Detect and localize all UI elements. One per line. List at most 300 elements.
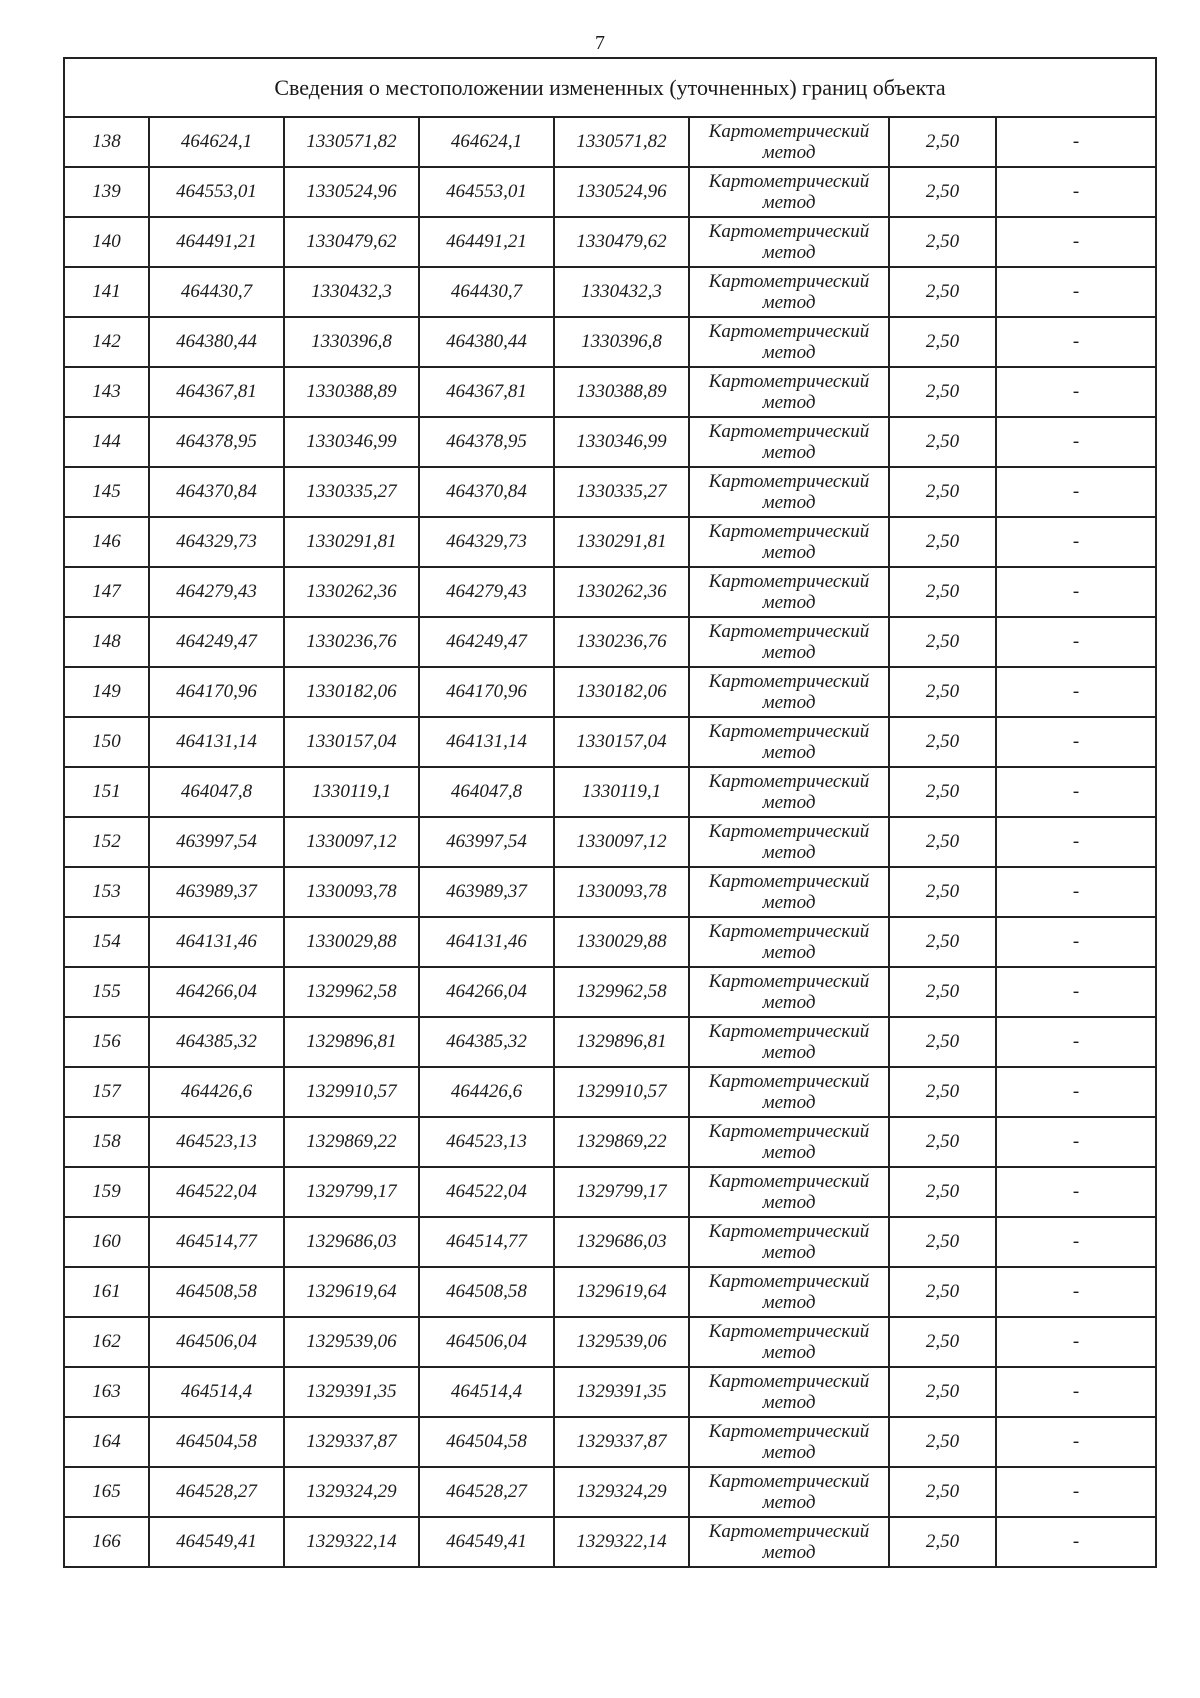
table-row xyxy=(64,1217,1156,1267)
x-refined-cell: 464378,95 xyxy=(419,417,554,467)
point-number-cell: 147 xyxy=(64,567,149,617)
x-refined-cell: 464523,13 xyxy=(419,1117,554,1167)
x-existing-cell: 464249,47 xyxy=(149,617,284,667)
note-cell: - xyxy=(996,1367,1156,1417)
table-row xyxy=(64,117,1156,167)
table-row xyxy=(64,867,1156,917)
note-cell: - xyxy=(996,1117,1156,1167)
table-row xyxy=(64,617,1156,667)
y-refined-cell: 1330388,89 xyxy=(554,367,689,417)
method-line-1: Картометрический xyxy=(708,1171,870,1192)
note-cell: - xyxy=(996,367,1156,417)
x-refined-cell: 464370,84 xyxy=(419,467,554,517)
table-row xyxy=(64,1517,1156,1567)
accuracy-cell: 2,50 xyxy=(889,517,996,567)
x-refined-cell: 464266,04 xyxy=(419,967,554,1017)
x-existing-cell: 464549,41 xyxy=(149,1517,284,1567)
table-row xyxy=(64,267,1156,317)
note-cell: - xyxy=(996,1417,1156,1467)
method-cell xyxy=(689,1517,889,1567)
x-existing-cell: 464426,6 xyxy=(149,1067,284,1117)
y-refined-cell: 1329619,64 xyxy=(554,1267,689,1317)
accuracy-cell: 2,50 xyxy=(889,867,996,917)
y-refined-cell: 1329539,06 xyxy=(554,1317,689,1367)
y-refined-cell: 1330093,78 xyxy=(554,867,689,917)
y-existing-cell: 1329539,06 xyxy=(284,1317,419,1367)
x-refined-cell: 464385,32 xyxy=(419,1017,554,1067)
method-cell xyxy=(689,767,889,817)
method-line-1: Картометрический xyxy=(708,1271,870,1292)
method-line-2: метод xyxy=(762,1242,816,1263)
x-existing-cell: 464279,43 xyxy=(149,567,284,617)
method-line-2: метод xyxy=(762,1092,816,1113)
y-existing-cell: 1330396,8 xyxy=(284,317,419,367)
table-caption: Сведения о местоположении измененных (уточненных) границ объекта xyxy=(64,58,1156,117)
accuracy-cell: 2,50 xyxy=(889,1067,996,1117)
x-existing-cell: 464522,04 xyxy=(149,1167,284,1217)
y-refined-cell: 1330236,76 xyxy=(554,617,689,667)
y-existing-cell: 1330335,27 xyxy=(284,467,419,517)
note-cell: - xyxy=(996,1017,1156,1067)
x-existing-cell: 464553,01 xyxy=(149,167,284,217)
method-line-2: метод xyxy=(762,592,816,613)
point-number-cell: 151 xyxy=(64,767,149,817)
accuracy-cell: 2,50 xyxy=(889,1317,996,1367)
note-cell: - xyxy=(996,317,1156,367)
method-line-2: метод xyxy=(762,442,816,463)
y-existing-cell: 1329962,58 xyxy=(284,967,419,1017)
accuracy-cell: 2,50 xyxy=(889,967,996,1017)
coordinates-table xyxy=(63,57,1157,1568)
x-refined-cell: 464430,7 xyxy=(419,267,554,317)
method-line-1: Картометрический xyxy=(708,821,870,842)
method-line-2: метод xyxy=(762,942,816,963)
method-line-2: метод xyxy=(762,292,816,313)
x-refined-cell: 464131,46 xyxy=(419,917,554,967)
y-refined-cell: 1329910,57 xyxy=(554,1067,689,1117)
table-row xyxy=(64,967,1156,1017)
method-cell xyxy=(689,1167,889,1217)
x-existing-cell: 464430,7 xyxy=(149,267,284,317)
x-existing-cell: 464367,81 xyxy=(149,367,284,417)
accuracy-cell: 2,50 xyxy=(889,1367,996,1417)
accuracy-cell: 2,50 xyxy=(889,1217,996,1267)
x-existing-cell: 464523,13 xyxy=(149,1117,284,1167)
x-existing-cell: 464266,04 xyxy=(149,967,284,1017)
x-existing-cell: 463997,54 xyxy=(149,817,284,867)
point-number-cell: 159 xyxy=(64,1167,149,1217)
table-row xyxy=(64,1317,1156,1367)
point-number-cell: 164 xyxy=(64,1417,149,1467)
method-cell xyxy=(689,817,889,867)
method-line-2: метод xyxy=(762,992,816,1013)
method-line-2: метод xyxy=(762,242,816,263)
y-existing-cell: 1329619,64 xyxy=(284,1267,419,1317)
method-cell xyxy=(689,1267,889,1317)
x-existing-cell: 464170,96 xyxy=(149,667,284,717)
table-row xyxy=(64,1067,1156,1117)
y-existing-cell: 1330346,99 xyxy=(284,417,419,467)
method-line-1: Картометрический xyxy=(708,321,870,342)
method-cell xyxy=(689,1017,889,1067)
accuracy-cell: 2,50 xyxy=(889,117,996,167)
method-cell xyxy=(689,1417,889,1467)
method-cell xyxy=(689,267,889,317)
x-existing-cell: 464514,4 xyxy=(149,1367,284,1417)
note-cell: - xyxy=(996,217,1156,267)
method-line-1: Картометрический xyxy=(708,1321,870,1342)
y-existing-cell: 1330236,76 xyxy=(284,617,419,667)
y-existing-cell: 1330388,89 xyxy=(284,367,419,417)
method-cell xyxy=(689,567,889,617)
note-cell: - xyxy=(996,717,1156,767)
x-existing-cell: 464131,14 xyxy=(149,717,284,767)
method-line-2: метод xyxy=(762,692,816,713)
accuracy-cell: 2,50 xyxy=(889,217,996,267)
x-refined-cell: 464131,14 xyxy=(419,717,554,767)
accuracy-cell: 2,50 xyxy=(889,467,996,517)
method-cell xyxy=(689,1067,889,1117)
point-number-cell: 160 xyxy=(64,1217,149,1267)
method-cell xyxy=(689,867,889,917)
method-line-2: метод xyxy=(762,642,816,663)
method-line-1: Картометрический xyxy=(708,621,870,642)
accuracy-cell: 2,50 xyxy=(889,317,996,367)
method-line-1: Картометрический xyxy=(708,771,870,792)
point-number-cell: 162 xyxy=(64,1317,149,1367)
x-existing-cell: 464506,04 xyxy=(149,1317,284,1367)
point-number-cell: 163 xyxy=(64,1367,149,1417)
method-line-2: метод xyxy=(762,892,816,913)
method-line-2: метод xyxy=(762,792,816,813)
point-number-cell: 155 xyxy=(64,967,149,1017)
accuracy-cell: 2,50 xyxy=(889,417,996,467)
x-existing-cell: 464370,84 xyxy=(149,467,284,517)
accuracy-cell: 2,50 xyxy=(889,1167,996,1217)
method-line-2: метод xyxy=(762,1492,816,1513)
table-row xyxy=(64,1267,1156,1317)
point-number-cell: 150 xyxy=(64,717,149,767)
method-cell xyxy=(689,1467,889,1517)
y-existing-cell: 1329337,87 xyxy=(284,1417,419,1467)
method-line-1: Картометрический xyxy=(708,1521,870,1542)
accuracy-cell: 2,50 xyxy=(889,717,996,767)
method-line-2: метод xyxy=(762,192,816,213)
note-cell: - xyxy=(996,1317,1156,1367)
accuracy-cell: 2,50 xyxy=(889,667,996,717)
y-existing-cell: 1330432,3 xyxy=(284,267,419,317)
method-cell xyxy=(689,1317,889,1367)
x-existing-cell: 464491,21 xyxy=(149,217,284,267)
method-line-1: Картометрический xyxy=(708,1421,870,1442)
method-line-1: Картометрический xyxy=(708,1121,870,1142)
accuracy-cell: 2,50 xyxy=(889,817,996,867)
method-cell xyxy=(689,517,889,567)
x-refined-cell: 463997,54 xyxy=(419,817,554,867)
y-refined-cell: 1330571,82 xyxy=(554,117,689,167)
table-row xyxy=(64,717,1156,767)
point-number-cell: 142 xyxy=(64,317,149,367)
point-number-cell: 143 xyxy=(64,367,149,417)
accuracy-cell: 2,50 xyxy=(889,167,996,217)
table-row xyxy=(64,667,1156,717)
x-existing-cell: 464504,58 xyxy=(149,1417,284,1467)
method-line-2: метод xyxy=(762,1542,816,1563)
note-cell: - xyxy=(996,1517,1156,1567)
y-existing-cell: 1330479,62 xyxy=(284,217,419,267)
method-line-2: метод xyxy=(762,1442,816,1463)
y-existing-cell: 1329391,35 xyxy=(284,1367,419,1417)
accuracy-cell: 2,50 xyxy=(889,1017,996,1067)
method-line-1: Картометрический xyxy=(708,571,870,592)
y-existing-cell: 1330291,81 xyxy=(284,517,419,567)
y-existing-cell: 1330524,96 xyxy=(284,167,419,217)
accuracy-cell: 2,50 xyxy=(889,1517,996,1567)
table-row xyxy=(64,1017,1156,1067)
x-refined-cell: 464506,04 xyxy=(419,1317,554,1367)
table-row xyxy=(64,517,1156,567)
method-line-1: Картометрический xyxy=(708,471,870,492)
table-row xyxy=(64,1167,1156,1217)
method-line-2: метод xyxy=(762,1392,816,1413)
table-row xyxy=(64,1467,1156,1517)
method-line-1: Картометрический xyxy=(708,521,870,542)
x-refined-cell: 464047,8 xyxy=(419,767,554,817)
method-line-1: Картометрический xyxy=(708,1471,870,1492)
y-existing-cell: 1330093,78 xyxy=(284,867,419,917)
note-cell: - xyxy=(996,617,1156,667)
y-existing-cell: 1329910,57 xyxy=(284,1067,419,1117)
y-existing-cell: 1330029,88 xyxy=(284,917,419,967)
note-cell: - xyxy=(996,1167,1156,1217)
method-line-1: Картометрический xyxy=(708,971,870,992)
point-number-cell: 166 xyxy=(64,1517,149,1567)
x-refined-cell: 464514,4 xyxy=(419,1367,554,1417)
method-line-2: метод xyxy=(762,492,816,513)
method-line-2: метод xyxy=(762,1292,816,1313)
method-cell xyxy=(689,467,889,517)
x-refined-cell: 464553,01 xyxy=(419,167,554,217)
y-refined-cell: 1329324,29 xyxy=(554,1467,689,1517)
x-existing-cell: 464131,46 xyxy=(149,917,284,967)
y-existing-cell: 1329322,14 xyxy=(284,1517,419,1567)
y-existing-cell: 1329324,29 xyxy=(284,1467,419,1517)
y-existing-cell: 1329686,03 xyxy=(284,1217,419,1267)
method-line-2: метод xyxy=(762,542,816,563)
y-existing-cell: 1330571,82 xyxy=(284,117,419,167)
y-refined-cell: 1330157,04 xyxy=(554,717,689,767)
page-number: 7 xyxy=(595,32,605,54)
x-existing-cell: 464378,95 xyxy=(149,417,284,467)
y-refined-cell: 1330432,3 xyxy=(554,267,689,317)
method-line-2: метод xyxy=(762,1142,816,1163)
accuracy-cell: 2,50 xyxy=(889,1417,996,1467)
y-refined-cell: 1330182,06 xyxy=(554,667,689,717)
table-row xyxy=(64,167,1156,217)
y-refined-cell: 1330119,1 xyxy=(554,767,689,817)
point-number-cell: 153 xyxy=(64,867,149,917)
method-line-1: Картометрический xyxy=(708,721,870,742)
table-row xyxy=(64,767,1156,817)
note-cell: - xyxy=(996,1467,1156,1517)
note-cell: - xyxy=(996,567,1156,617)
x-refined-cell: 464528,27 xyxy=(419,1467,554,1517)
x-refined-cell: 464522,04 xyxy=(419,1167,554,1217)
y-existing-cell: 1329896,81 xyxy=(284,1017,419,1067)
y-refined-cell: 1329686,03 xyxy=(554,1217,689,1267)
y-refined-cell: 1329962,58 xyxy=(554,967,689,1017)
x-refined-cell: 463989,37 xyxy=(419,867,554,917)
point-number-cell: 152 xyxy=(64,817,149,867)
method-line-1: Картометрический xyxy=(708,1071,870,1092)
method-cell xyxy=(689,1367,889,1417)
point-number-cell: 138 xyxy=(64,117,149,167)
method-cell xyxy=(689,1217,889,1267)
y-refined-cell: 1330262,36 xyxy=(554,567,689,617)
table-row xyxy=(64,817,1156,867)
x-existing-cell: 464380,44 xyxy=(149,317,284,367)
y-refined-cell: 1330335,27 xyxy=(554,467,689,517)
table-row xyxy=(64,1367,1156,1417)
method-line-1: Картометрический xyxy=(708,271,870,292)
x-refined-cell: 464549,41 xyxy=(419,1517,554,1567)
accuracy-cell: 2,50 xyxy=(889,567,996,617)
table-row xyxy=(64,567,1156,617)
y-refined-cell: 1329869,22 xyxy=(554,1117,689,1167)
method-line-2: метод xyxy=(762,742,816,763)
method-line-1: Картометрический xyxy=(708,121,870,142)
x-existing-cell: 464047,8 xyxy=(149,767,284,817)
method-cell xyxy=(689,417,889,467)
point-number-cell: 161 xyxy=(64,1267,149,1317)
note-cell: - xyxy=(996,817,1156,867)
method-line-2: метод xyxy=(762,1192,816,1213)
point-number-cell: 154 xyxy=(64,917,149,967)
x-refined-cell: 464514,77 xyxy=(419,1217,554,1267)
point-number-cell: 148 xyxy=(64,617,149,667)
y-refined-cell: 1330097,12 xyxy=(554,817,689,867)
x-refined-cell: 464170,96 xyxy=(419,667,554,717)
x-existing-cell: 464514,77 xyxy=(149,1217,284,1267)
method-line-1: Картометрический xyxy=(708,171,870,192)
y-refined-cell: 1329391,35 xyxy=(554,1367,689,1417)
accuracy-cell: 2,50 xyxy=(889,917,996,967)
x-refined-cell: 464367,81 xyxy=(419,367,554,417)
note-cell: - xyxy=(996,667,1156,717)
x-existing-cell: 464329,73 xyxy=(149,517,284,567)
method-line-2: метод xyxy=(762,392,816,413)
x-refined-cell: 464279,43 xyxy=(419,567,554,617)
y-refined-cell: 1330524,96 xyxy=(554,167,689,217)
x-existing-cell: 464528,27 xyxy=(149,1467,284,1517)
method-cell xyxy=(689,117,889,167)
method-line-2: метод xyxy=(762,342,816,363)
method-line-1: Картометрический xyxy=(708,371,870,392)
note-cell: - xyxy=(996,517,1156,567)
x-existing-cell: 464385,32 xyxy=(149,1017,284,1067)
y-refined-cell: 1330029,88 xyxy=(554,917,689,967)
note-cell: - xyxy=(996,117,1156,167)
method-cell xyxy=(689,367,889,417)
y-existing-cell: 1330262,36 xyxy=(284,567,419,617)
note-cell: - xyxy=(996,417,1156,467)
method-line-1: Картометрический xyxy=(708,871,870,892)
x-refined-cell: 464508,58 xyxy=(419,1267,554,1317)
note-cell: - xyxy=(996,867,1156,917)
y-refined-cell: 1330346,99 xyxy=(554,417,689,467)
point-number-cell: 149 xyxy=(64,667,149,717)
method-cell xyxy=(689,717,889,767)
method-line-1: Картометрический xyxy=(708,221,870,242)
method-cell xyxy=(689,967,889,1017)
note-cell: - xyxy=(996,1217,1156,1267)
method-cell xyxy=(689,317,889,367)
note-cell: - xyxy=(996,767,1156,817)
y-existing-cell: 1329869,22 xyxy=(284,1117,419,1167)
note-cell: - xyxy=(996,267,1156,317)
point-number-cell: 157 xyxy=(64,1067,149,1117)
x-refined-cell: 464624,1 xyxy=(419,117,554,167)
y-refined-cell: 1330396,8 xyxy=(554,317,689,367)
point-number-cell: 158 xyxy=(64,1117,149,1167)
point-number-cell: 156 xyxy=(64,1017,149,1067)
y-existing-cell: 1330119,1 xyxy=(284,767,419,817)
method-cell xyxy=(689,167,889,217)
point-number-cell: 141 xyxy=(64,267,149,317)
table-row xyxy=(64,317,1156,367)
x-refined-cell: 464329,73 xyxy=(419,517,554,567)
method-line-1: Картометрический xyxy=(708,671,870,692)
y-refined-cell: 1329322,14 xyxy=(554,1517,689,1567)
y-existing-cell: 1329799,17 xyxy=(284,1167,419,1217)
y-existing-cell: 1330182,06 xyxy=(284,667,419,717)
x-refined-cell: 464426,6 xyxy=(419,1067,554,1117)
table-row xyxy=(64,1117,1156,1167)
table-row xyxy=(64,217,1156,267)
y-existing-cell: 1330157,04 xyxy=(284,717,419,767)
x-existing-cell: 464624,1 xyxy=(149,117,284,167)
method-cell xyxy=(689,667,889,717)
method-line-2: метод xyxy=(762,1342,816,1363)
note-cell: - xyxy=(996,967,1156,1017)
x-refined-cell: 464380,44 xyxy=(419,317,554,367)
table-row xyxy=(64,417,1156,467)
accuracy-cell: 2,50 xyxy=(889,367,996,417)
x-refined-cell: 464249,47 xyxy=(419,617,554,667)
point-number-cell: 140 xyxy=(64,217,149,267)
x-refined-cell: 464491,21 xyxy=(419,217,554,267)
method-cell xyxy=(689,917,889,967)
method-line-1: Картометрический xyxy=(708,1021,870,1042)
point-number-cell: 146 xyxy=(64,517,149,567)
method-cell xyxy=(689,617,889,667)
accuracy-cell: 2,50 xyxy=(889,767,996,817)
table-row xyxy=(64,367,1156,417)
method-line-2: метод xyxy=(762,842,816,863)
note-cell: - xyxy=(996,467,1156,517)
note-cell: - xyxy=(996,167,1156,217)
y-refined-cell: 1330479,62 xyxy=(554,217,689,267)
x-existing-cell: 463989,37 xyxy=(149,867,284,917)
note-cell: - xyxy=(996,1267,1156,1317)
method-line-1: Картометрический xyxy=(708,1221,870,1242)
y-refined-cell: 1329896,81 xyxy=(554,1017,689,1067)
method-line-1: Картометрический xyxy=(708,1371,870,1392)
point-number-cell: 145 xyxy=(64,467,149,517)
point-number-cell: 165 xyxy=(64,1467,149,1517)
x-existing-cell: 464508,58 xyxy=(149,1267,284,1317)
x-refined-cell: 464504,58 xyxy=(419,1417,554,1467)
